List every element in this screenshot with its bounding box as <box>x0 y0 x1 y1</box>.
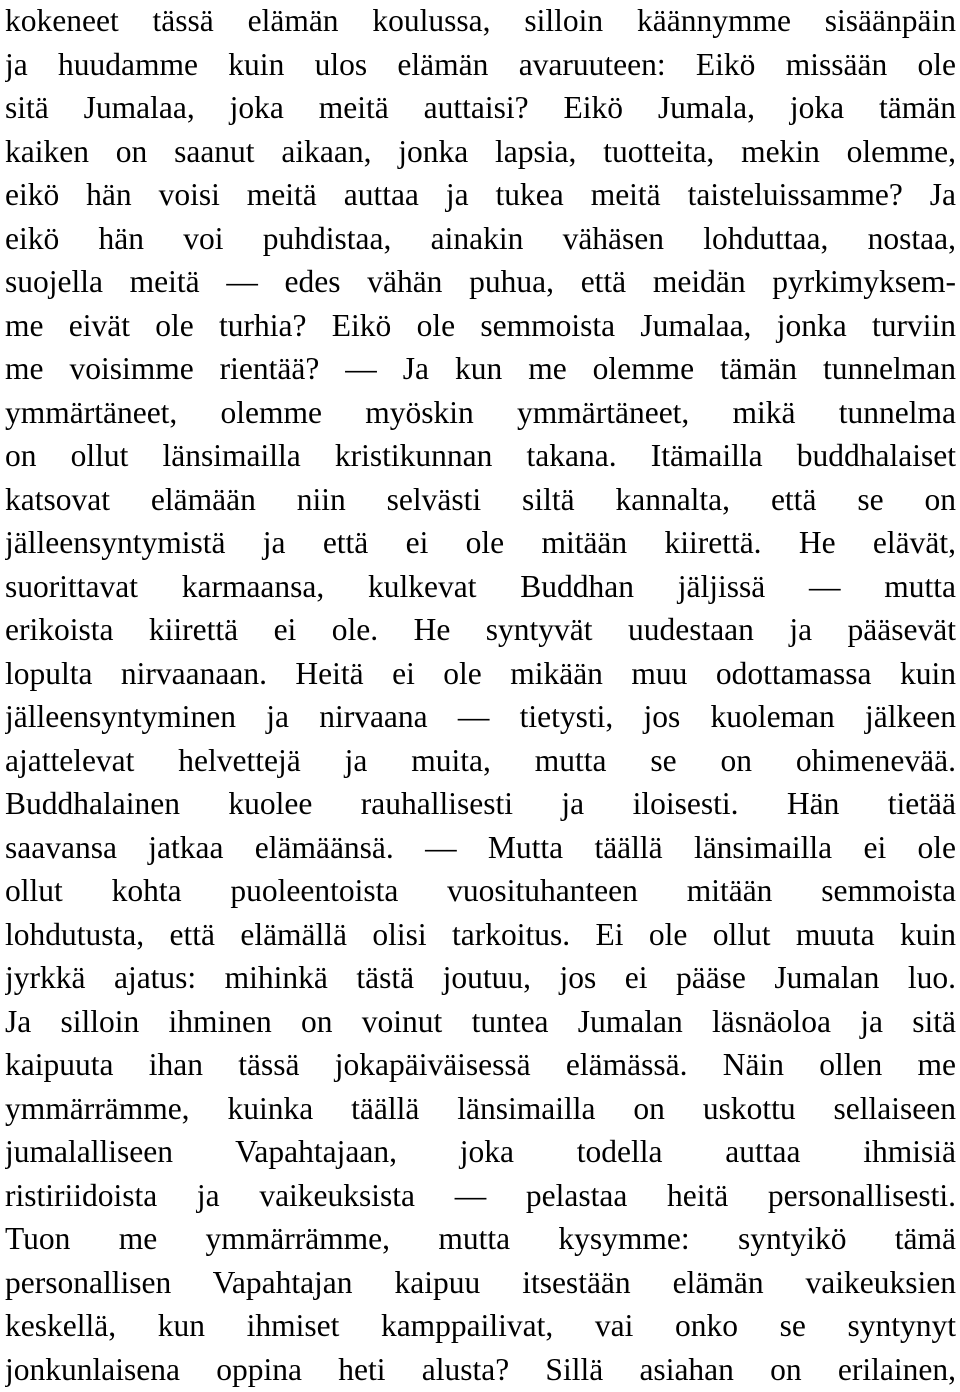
text-line: saavansa jatkaa elämäänsä. — Mutta täällä länsimailla ei ole <box>5 829 956 865</box>
text-line: ymmärrämme, kuinka täällä länsimailla on uskottu sellaiseen <box>5 1090 956 1126</box>
text-line: ymmärtäneet, olemme myöskin ymmärtäneet, mikä tunnelma <box>5 394 956 430</box>
text-line: jyrkkä ajatus: mihinkä tästä joutuu, jos ei pääse Jumalan luo. <box>5 960 956 995</box>
text-line: jälleensyntyminen ja nirvaana — tietysti, jos kuoleman jälkeen <box>5 699 956 734</box>
text-line: sitä Jumalaa, joka meitä auttaisi? Eikö Jumala, joka tämän <box>5 90 956 125</box>
text-line: me eivät ole turhia? Eikö ole semmoista Jumalaa, jonka turviin <box>5 307 956 343</box>
text-line: jälleensyntymistä ja että ei ole mitään kiirettä. He elävät, <box>5 525 956 560</box>
text-line: personallisen Vapahtajan kaipuu itsestään elämän vaikeuksien <box>5 1264 956 1300</box>
text-line: Tuon me ymmärrämme, mutta kysymme: syntyikö tämä <box>5 1221 956 1256</box>
text-line: lohdutusta, että elämällä olisi tarkoitus. Ei ole ollut muuta kuin <box>5 916 956 952</box>
text-line: kaipuuta ihan tässä jokapäiväisessä elämässä. Näin ollen me <box>5 1047 956 1082</box>
text-line: jonkunlaisena oppina heti alusta? Sillä asiahan on erilainen, <box>5 1351 956 1387</box>
text-line: eikö hän voi puhdistaa, ainakin vähäsen lohduttaa, nostaa, <box>5 220 956 256</box>
text-line: suorittavat karmaansa, kulkevat Buddhan jäljissä — mutta <box>5 568 956 604</box>
text-line: ristiriidoista ja vaikeuksista — pelastaa heitä personallisesti. <box>5 1177 956 1213</box>
text-line: suojella meitä — edes vähän puhua, että meidän pyrkimyksem- <box>5 264 956 299</box>
text-line: erikoista kiirettä ei ole. He syntyvät uudestaan ja pääsevät <box>5 612 956 647</box>
text-line: jumalalliseen Vapahtajaan, joka todella auttaa ihmisiä <box>5 1134 956 1169</box>
text-line: Ja silloin ihminen on voinut tuntea Jumalan läsnäoloa ja sitä <box>5 1003 956 1039</box>
text-line: ajattelevat helvettejä ja muita, mutta se on ohimenevää. <box>5 742 956 778</box>
text-line: on ollut länsimailla kristikunnan takana. Itämailla buddhalaiset <box>5 438 956 473</box>
text-line: kokeneet tässä elämän koulussa, silloin käännymme sisäänpäin <box>5 3 956 38</box>
text-line: lopulta nirvaanaan. Heitä ei ole mikään muu odottamassa kuin <box>5 655 956 691</box>
text-line: Buddhalainen kuolee rauhallisesti ja iloisesti. Hän tietää <box>5 786 956 821</box>
text-line: eikö hän voisi meitä auttaa ja tukea meitä taisteluissamme? Ja <box>5 177 956 212</box>
text-line: ja huudamme kuin ulos elämän avaruuteen: Eikö missään ole <box>5 46 956 82</box>
text-line: me voisimme rientää? — Ja kun me olemme tämän tunnelman <box>5 351 956 386</box>
text-line: keskellä, kun ihmiset kamppailivat, vai onko se syntynyt <box>5 1308 956 1343</box>
text-line: ollut kohta puoleentoista vuosituhanteen mitään semmoista <box>5 873 956 908</box>
text-line: katsovat elämään niin selvästi siltä kannalta, että se on <box>5 481 956 517</box>
text-line: kaiken on saanut aikaan, jonka lapsia, tuotteita, mekin olemme, <box>5 133 956 169</box>
